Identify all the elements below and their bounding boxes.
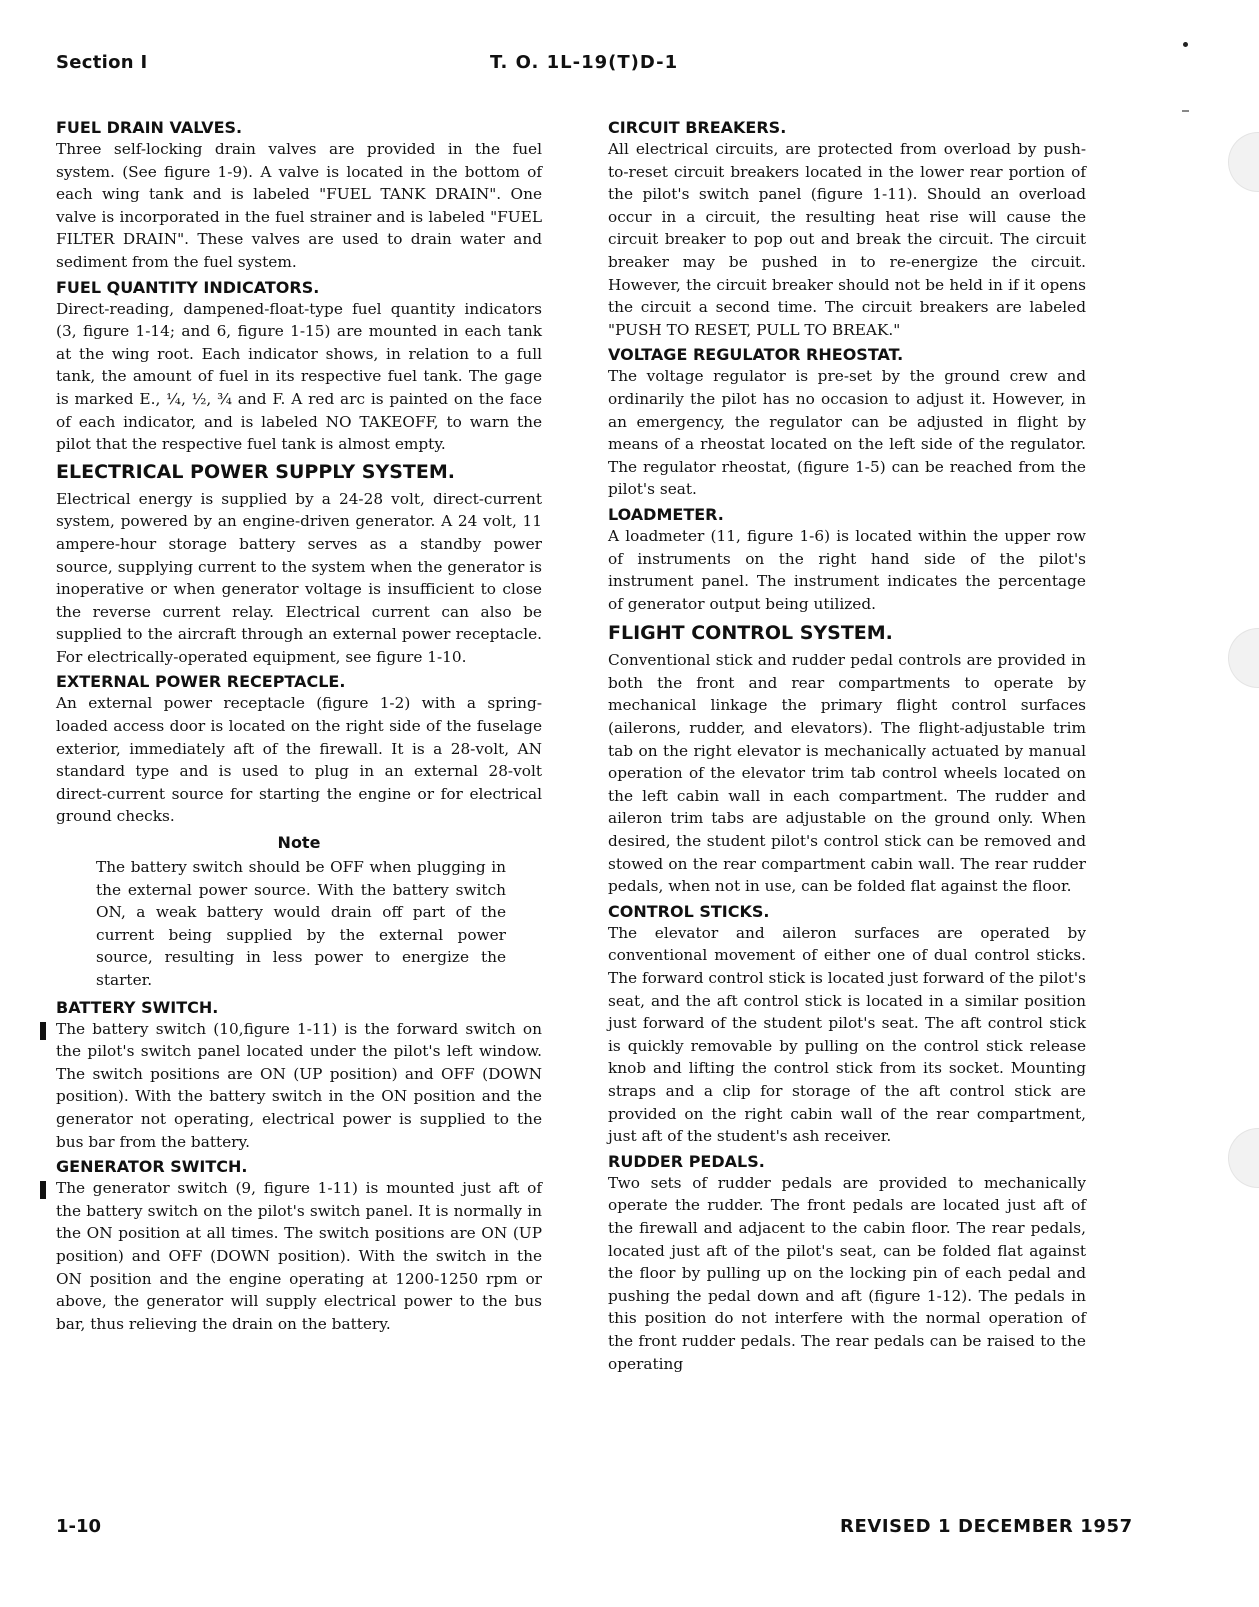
binder-hole (1228, 132, 1259, 192)
note-heading: Note (277, 833, 321, 853)
revision-bar (40, 1181, 46, 1199)
rudder-pedals-text: Two sets of rudder pedals are provided to mechanically operate the rudder. The front pedals are located just aft of the firewall and adjacent to the cabin floor. The rear pedals, located just aft of the pilot's seat, can be folded flat against the floor by pulling up on the locking pin of each pedal and pushing the pedal down and aft (figure 1-12). The pedals in this position do not interfere with the normal operation of the front rudder pedals. The rear pedals can be raised to the operating (608, 1173, 1086, 1373)
flight-control-system-heading: FLIGHT CONTROL SYSTEM. (608, 622, 893, 645)
battery-switch-block (56, 1018, 542, 1154)
loadmeter-heading: LOADMETER. (608, 504, 724, 524)
loadmeter-text: A loadmeter (11, figure 1-6) is located within the upper row of instruments on the right hand side of the pilot's instrument panel. The instrument indicates the percentage of generator output being utilized. (608, 526, 1086, 613)
voltage-regulator-rheostat-text: The voltage regulator is pre-set by the ground crew and ordinarily the pilot has no occasion to adjust it. However, in an emergency, the regulator can be adjusted in flight by means of a rheostat located on the left side of the regulator. The regulator rheostat, (figure 1-5) can be reached from the pilot's seat. (608, 367, 1086, 499)
circuit-breakers-text: All electrical circuits, are protected from overload by push-to-reset circuit breakers located in the lower rear portion of the pilot's switch panel (figure 1-11). Should an overload occur in a circuit, the resulting heat rise will cause the circuit breaker to pop out and break the circuit. The circuit breaker may be pushed in to re-energize the circuit. However, the circuit breaker should not be held in if it opens the circuit a second time. The circuit breakers are labeled "PUSH TO RESET, PULL TO BREAK." (608, 140, 1086, 339)
binder-hole (1228, 1128, 1259, 1188)
electrical-power-supply-heading: ELECTRICAL POWER SUPPLY SYSTEM. (56, 460, 455, 483)
generator-switch-text: The generator switch (9, figure 1-11) is mounted just aft of the battery switch on the pilot's switch panel. It is normally in the ON position at all times. The switch positions are ON (UP position) and OFF (DOWN position). With the switch in the ON position and the engine operating at 1200-1250 rpm or above, the generator will supply electrical power to the bus bar, thus relieving the drain on the battery. (56, 1179, 542, 1333)
binder-hole (1228, 628, 1259, 688)
battery-switch-text: The battery switch (10,figure 1-11) is the forward switch on the pilot's switch panel located under the pilot's left window. The switch positions are ON (UP position) and OFF (DOWN position). With the battery switch in the ON position and the generator not operating, electrical power is supplied to the bus bar from the battery. (56, 1019, 542, 1151)
right-column (608, 116, 1086, 1379)
note-text: The battery switch should be OFF when plugging in the external power source. With the battery switch ON, a weak battery would drain off part of the current being supplied by the external power source, resulting in less power to energize the starter. (96, 858, 506, 989)
electrical-power-supply-text: Electrical energy is supplied by a 24-28 volt, direct-current system, powered by an engine-driven generator. A 24 volt, 11 ampere-hour storage battery serves as a standby power source, supplying current to the system when the generator is inoperative or when generator voltage is insufficient to close the reverse current relay. Electrical current can also be supplied to the aircraft through an external power receptacle. For electrically-operated equipment, see figure 1-10. (56, 489, 542, 666)
generator-switch-block (56, 1177, 542, 1335)
circuit-breakers-heading: CIRCUIT BREAKERS. (608, 118, 787, 137)
rudder-pedals-heading: RUDDER PEDALS. (608, 1151, 765, 1171)
control-sticks-text: The elevator and aileron surfaces are operated by conventional movement of either one of dual control sticks. The forward control stick is located just forward of the pilot's seat, and the aft control stick is located in a similar position just forward of the student pilot's seat. The aft control stick is quickly removable by pulling on the control stick release knob and lifting the control stick from its socket. Mounting straps and a clip for storage of the aft control stick are provided on the right cabin wall of the rear compartment, just aft of the student's ash receiver. (608, 923, 1086, 1146)
fuel-quantity-indicators-heading: FUEL QUANTITY INDICATORS. (56, 277, 320, 297)
page-number: 1-10 (56, 1516, 102, 1537)
page-speck (1183, 42, 1188, 47)
technical-order-number: T. O. 1L-19(T)D-1 (490, 52, 679, 73)
page-mark (1182, 110, 1189, 112)
revision-bar (40, 1022, 46, 1040)
external-power-receptacle-text: An external power receptacle (figure 1-2) with a spring-loaded access door is located on the right side of the fuselage exterior, immediately aft of the firewall. It is a 28-volt, AN standard type and is used to plug in an external 28-volt direct-current source for starting the engine or for electrical ground checks. (56, 694, 542, 826)
flight-control-system-text: Conventional stick and rudder pedal controls are provided in both the front and rear compartments to operate by mechanical linkage the primary flight control surfaces (ailerons, rudder, and elevators). The flight-adjustable trim tab on the right elevator is mechanically actuated by manual operation of the elevator trim tab control wheels located on the left cabin wall in each compartment. The rudder and aileron trim tabs are adjustable on the ground only. When desired, the student pilot's control stick can be removed and stowed on the rear compartment cabin wall. The rear rudder pedals, when not in use, can be folded flat against the floor. (608, 651, 1086, 896)
generator-switch-heading: GENERATOR SWITCH. (56, 1157, 248, 1177)
external-power-receptacle-heading: EXTERNAL POWER RECEPTACLE. (56, 672, 346, 692)
fuel-drain-valves-text: Three self-locking drain valves are provided in the fuel system. (See figure 1-9). A valve is located in the bottom of each wing tank and is labeled "FUEL TANK DRAIN". One valve is incorporated in the fuel strainer and is labeled "FUEL FILTER DRAIN". These valves are used to drain water and sediment from the fuel system. (56, 140, 542, 271)
left-column (56, 116, 542, 1339)
battery-switch-heading: BATTERY SWITCH. (56, 997, 219, 1017)
fuel-quantity-indicators-text: Direct-reading, dampened-float-type fuel quantity indicators (3, figure 1-14; and 6, figure 1-15) are mounted in each tank at the wing root. Each indicator shows, in relation to a full tank, the amount of fuel in its respective fuel tank. The gage is marked E., ¼, ½, ¾ and F. A red arc is painted on the face of each indicator, and is labeled NO TAKEOFF, to warn the pilot that the respective fuel tank is almost empty. (56, 299, 542, 454)
voltage-regulator-rheostat-heading: VOLTAGE REGULATOR RHEOSTAT. (608, 345, 904, 365)
control-sticks-heading: CONTROL STICKS. (608, 901, 770, 921)
section-label: Section I (56, 52, 148, 73)
revision-date: REVISED 1 DECEMBER 1957 (840, 1516, 1133, 1537)
fuel-drain-valves-heading: FUEL DRAIN VALVES. (56, 118, 243, 137)
